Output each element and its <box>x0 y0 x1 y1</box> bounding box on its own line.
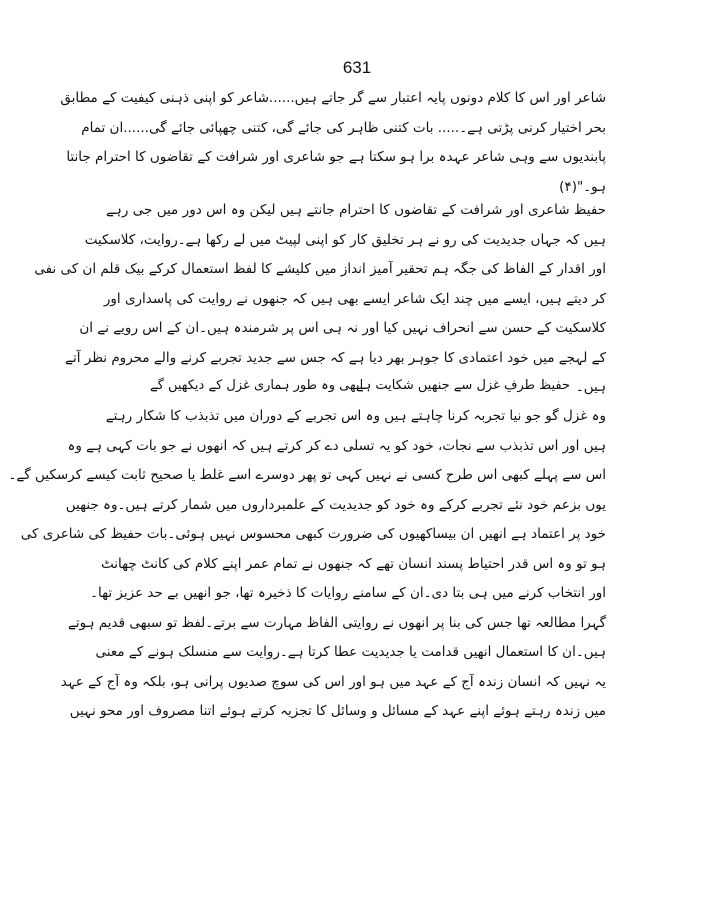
text-line: یوں بزعم خود نئے تجربے کرکے وہ خود کو جدیدیت کے علمبرداروں میں شمار کرتے ہیں۔وہ جنھیں <box>65 496 606 513</box>
quoted-paragraph <box>60 84 606 202</box>
text-line: گہرا مطالعہ تھا جس کی بنا پر انھوں نے روایتی الفاظ مہارت سے برتے۔لفظ تو سبھی قدیم ہوتے <box>67 614 606 631</box>
body-paragraph-2 <box>8 402 606 727</box>
text-line: ہو۔"(۴) <box>559 178 606 195</box>
text-line: کے لہجے میں خود اعتمادی کا جوہر بھر دیا ہے کہ جس سے جدید تجربے کرنے والے محروم نظر آتے <box>65 349 606 366</box>
text-line: شاعر اور اس کا کلام دونوں پایہ اعتبار سے گر جاتے ہیں......شاعر کو اپنی ذہنی کیفیت کے مطابق <box>60 90 606 106</box>
text-line: اور اقدار کے الفاظ کی جگہ ہم تحقیر آمیز انداز میں کلیشے کا لفظ استعمال کرکے بیک قلم ان کی نفی <box>34 261 606 277</box>
text-line: پابندیوں سے وہی شاعر عہدہ برا ہو سکتا ہے جو شاعری اور شرافت کے تقاضوں کا احترام جانتا <box>66 149 606 165</box>
text-line: ہیں۔ <box>575 379 606 395</box>
text-line: کر دیتے ہیں، ایسے میں چند ایک شاعر ایسے بھی ہیں کہ جنھوں نے روایت کی پاسداری اور <box>103 290 606 307</box>
verse-second-hemistich: ابھی وہ طور ہماری غزل کے دیکھیں گے <box>150 378 364 393</box>
text-line: وہ غزل گو جو نیا تجربہ کرنا چاہتے ہیں وہ اس تجربے کے دوران میں تذبذب کا شکار رہتے <box>105 408 606 424</box>
text-line: کلاسکیت کے حسن سے انحراف نہیں کیا اور نہ ہی اس پر شرمندہ ہیں۔ان کے اس رویے نے ان <box>79 320 606 336</box>
text-line: اور انتخاب کرنے میں ہی بتا دی۔ان کے سامنے روایات کا ذخیرہ تھا، جو انھیں بے حد عزیز تھا۔ <box>90 585 606 601</box>
text-line: میں زندہ رہتے ہوئے اپنے عہد کے مسائل و وسائل کا تجزیہ کرتے ہوئے اتنا مصروف اور محو نہیں <box>69 703 606 719</box>
text-line: ہیں اور اس تذبذب سے نجات، خود کو یہ تسلی دے کر کرتے ہیں کہ انھوں نے جو بات کہی ہے وہ <box>67 437 606 454</box>
text-line: خود پر اعتماد ہے انھیں ان بیساکھیوں کی ضرورت کبھی محسوس نہیں ہوئی۔بات حفیظ کی شاعری کی <box>20 526 606 542</box>
text-line: حفیظ شاعری اور شرافت کے تقاضوں کا احترام جانتے ہیں لیکن وہ اس دور میں جی رہے <box>106 202 606 218</box>
page-number: 631 <box>342 58 372 77</box>
text-line: ہو تو وہ اس قدر احتیاط پسند انسان تھے کہ جنھوں نے تمام عمر اپنے کلام کی کانٹ چھانٹ <box>101 555 606 572</box>
text-line: ہیں۔ان کا استعمال انھیں قدامت یا جدیدیت عطا کرتا ہے۔روایت سے منسلک ہونے کے معنی <box>95 644 606 660</box>
text-line: اس سے پہلے کبھی اس طرح کسی نے نہیں کہی تو پھر دوسرے اسے غلط یا صحیح ثابت کیسے کرسکیں گے۔ <box>8 467 606 483</box>
text-line: یہ نہیں کہ انسان زندہ آج کے عہد میں ہو اور اس کی سوچ صدیوں پرانی ہو، بلکہ وہ آج کے عہد <box>60 673 606 690</box>
verse-couplet <box>150 372 570 400</box>
text-line: ہیں کہ جہاں جدیدیت کی رو نے ہر تخلیق کار کو اپنی لپیٹ میں لے رکھا ہے۔روایت، کلاسکیت <box>84 231 606 248</box>
text-line: بحر اختیار کرنی پڑتی ہے۔..... بات کتنی ظاہر کی جائے گی، کتنی چھپائی جائے گی......ان تمام <box>81 119 606 136</box>
verse-first-hemistich: حفیظ طرفِ غزل سے جنھیں شکایت ہے <box>355 378 570 393</box>
